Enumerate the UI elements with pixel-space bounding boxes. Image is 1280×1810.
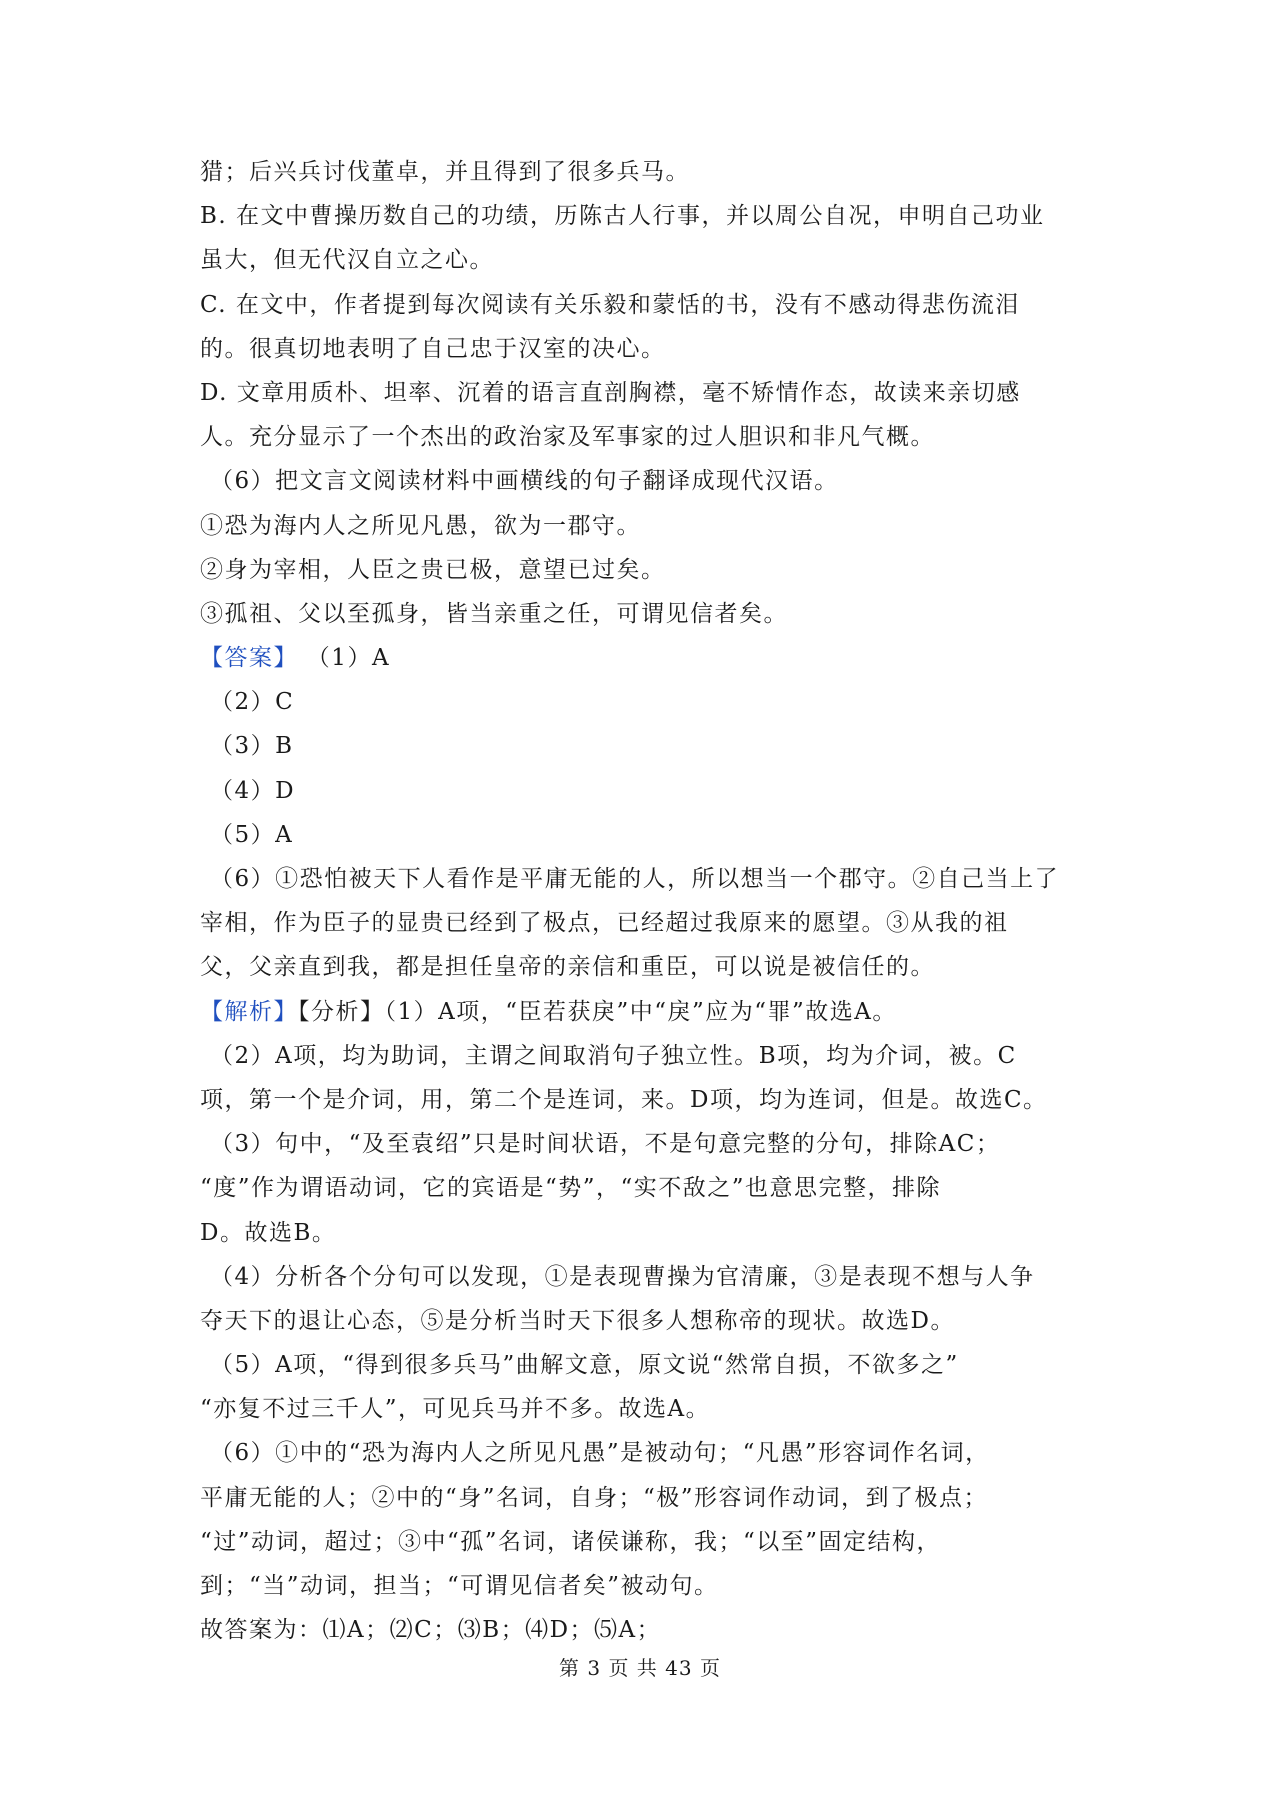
analysis-header-line <box>200 990 1100 1034</box>
option-b-line: B. 在文中曹操历数自己的功绩，历陈古人行事，并以周公自况，申明自己功业 <box>200 203 1045 230</box>
analysis-line: 夺天下的退让心态，⑤是分析当时天下很多人想称帝的现状。故选D。 <box>200 1307 955 1334</box>
analysis-line: （5）A项，“得到很多兵马”曲解文意，原文说“然常自损，不欲多之” <box>210 1352 959 1379</box>
analysis-line: 到；“当”动词，担当；“可谓见信者矣”被动句。 <box>200 1573 719 1599</box>
text-line: 猎；后兴兵讨伐董卓，并且得到了很多兵马。 <box>200 159 690 185</box>
answer-header-line <box>200 636 1100 680</box>
option-d-line: D. 文章用质朴、坦率、沉着的语言直剖胸襟，毫不矫情作态，故读来亲切感 <box>200 379 1021 406</box>
analysis-line: “亦复不过三千人”，可见兵马并不多。故选A。 <box>200 1396 711 1423</box>
translation-line: 宰相，作为臣子的显贵已经到了极点，已经超过我原来的愿望。③从我的祖 <box>200 910 1009 937</box>
analysis-line: （3）句中，“及至袁绍”只是时间状语，不是句意完整的分句，排除AC； <box>210 1131 1001 1158</box>
page-number-footer: 第 3 页 共 43 页 <box>559 1656 721 1680</box>
translation-line: （6）①恐怕被天下人看作是平庸无能的人，所以想当一个郡守。②自己当上了 <box>210 866 1060 892</box>
sentence-1-line: ①恐为海内人之所见凡愚，欲为一郡守。 <box>200 512 641 539</box>
analysis-line: 项，第一个是介词，用，第二个是连词，来。D项，均为连词，但是。故选C。 <box>200 1086 1048 1113</box>
analysis-line: （6）①中的“恐为海内人之所见凡愚”是被动句；“凡愚”形容词作名词， <box>210 1440 990 1467</box>
page-content <box>200 150 1100 1652</box>
analysis-line: D。故选B。 <box>200 1219 337 1246</box>
sentence-3-line: ③孤祖、父以至孤身，皆当亲重之任，可谓见信者矣。 <box>200 600 788 627</box>
analysis-line: “过”动词，超过；③中“孤”名词，诸侯谦称，我；“以至”固定结构， <box>200 1528 942 1555</box>
answer-item: （2）C <box>210 689 295 716</box>
analysis-tag: 【解析】 <box>200 998 298 1025</box>
text-line: 人。充分显示了一个杰出的政治家及军事家的过人胆识和非凡气概。 <box>200 424 935 451</box>
answer-item: （4）D <box>210 777 296 804</box>
translation-line: 父，父亲直到我，都是担任皇帝的亲信和重臣，可以说是被信任的。 <box>200 954 935 981</box>
answer-tag: 【答案】 <box>200 645 298 672</box>
sentence-2-line: ②身为宰相，人臣之贵已极，意望已过矣。 <box>200 556 666 583</box>
analysis-line: “度”作为谓语动词，它的宾语是“势”，“实不敌之”也意思完整，排除 <box>200 1175 942 1202</box>
analysis-line: （2）A项，均为助词，主谓之间取消句子独立性。B项，均为介词，被。C <box>210 1042 1017 1069</box>
final-answer-line: 故答案为：⑴A；⑵C；⑶B；⑷D；⑸A； <box>200 1617 662 1644</box>
text-line: 虽大，但无代汉自立之心。 <box>200 247 494 274</box>
analysis-first: 【分析】（1）A项，“臣若获戾”中“戾”应为“罪”故选A。 <box>298 998 897 1025</box>
answer-item: （5）A <box>210 821 294 848</box>
option-c-line: C. 在文中，作者提到每次阅读有关乐毅和蒙恬的书，没有不感动得悲伤流泪 <box>200 291 1020 318</box>
question-6-line: （6）把文言文阅读材料中画横线的句子翻译成现代汉语。 <box>210 468 839 495</box>
analysis-line: （4）分析各个分句可以发现，①是表现曹操为官清廉，③是表现不想与人争 <box>210 1263 1035 1290</box>
answer-first: （1）A <box>298 645 391 672</box>
answer-item: （3）B <box>210 733 294 760</box>
text-line: 的。很真切地表明了自己忠于汉室的决心。 <box>200 335 666 362</box>
analysis-line: 平庸无能的人；②中的“身”名词，自身；“极”形容词作动词，到了极点； <box>200 1484 989 1511</box>
